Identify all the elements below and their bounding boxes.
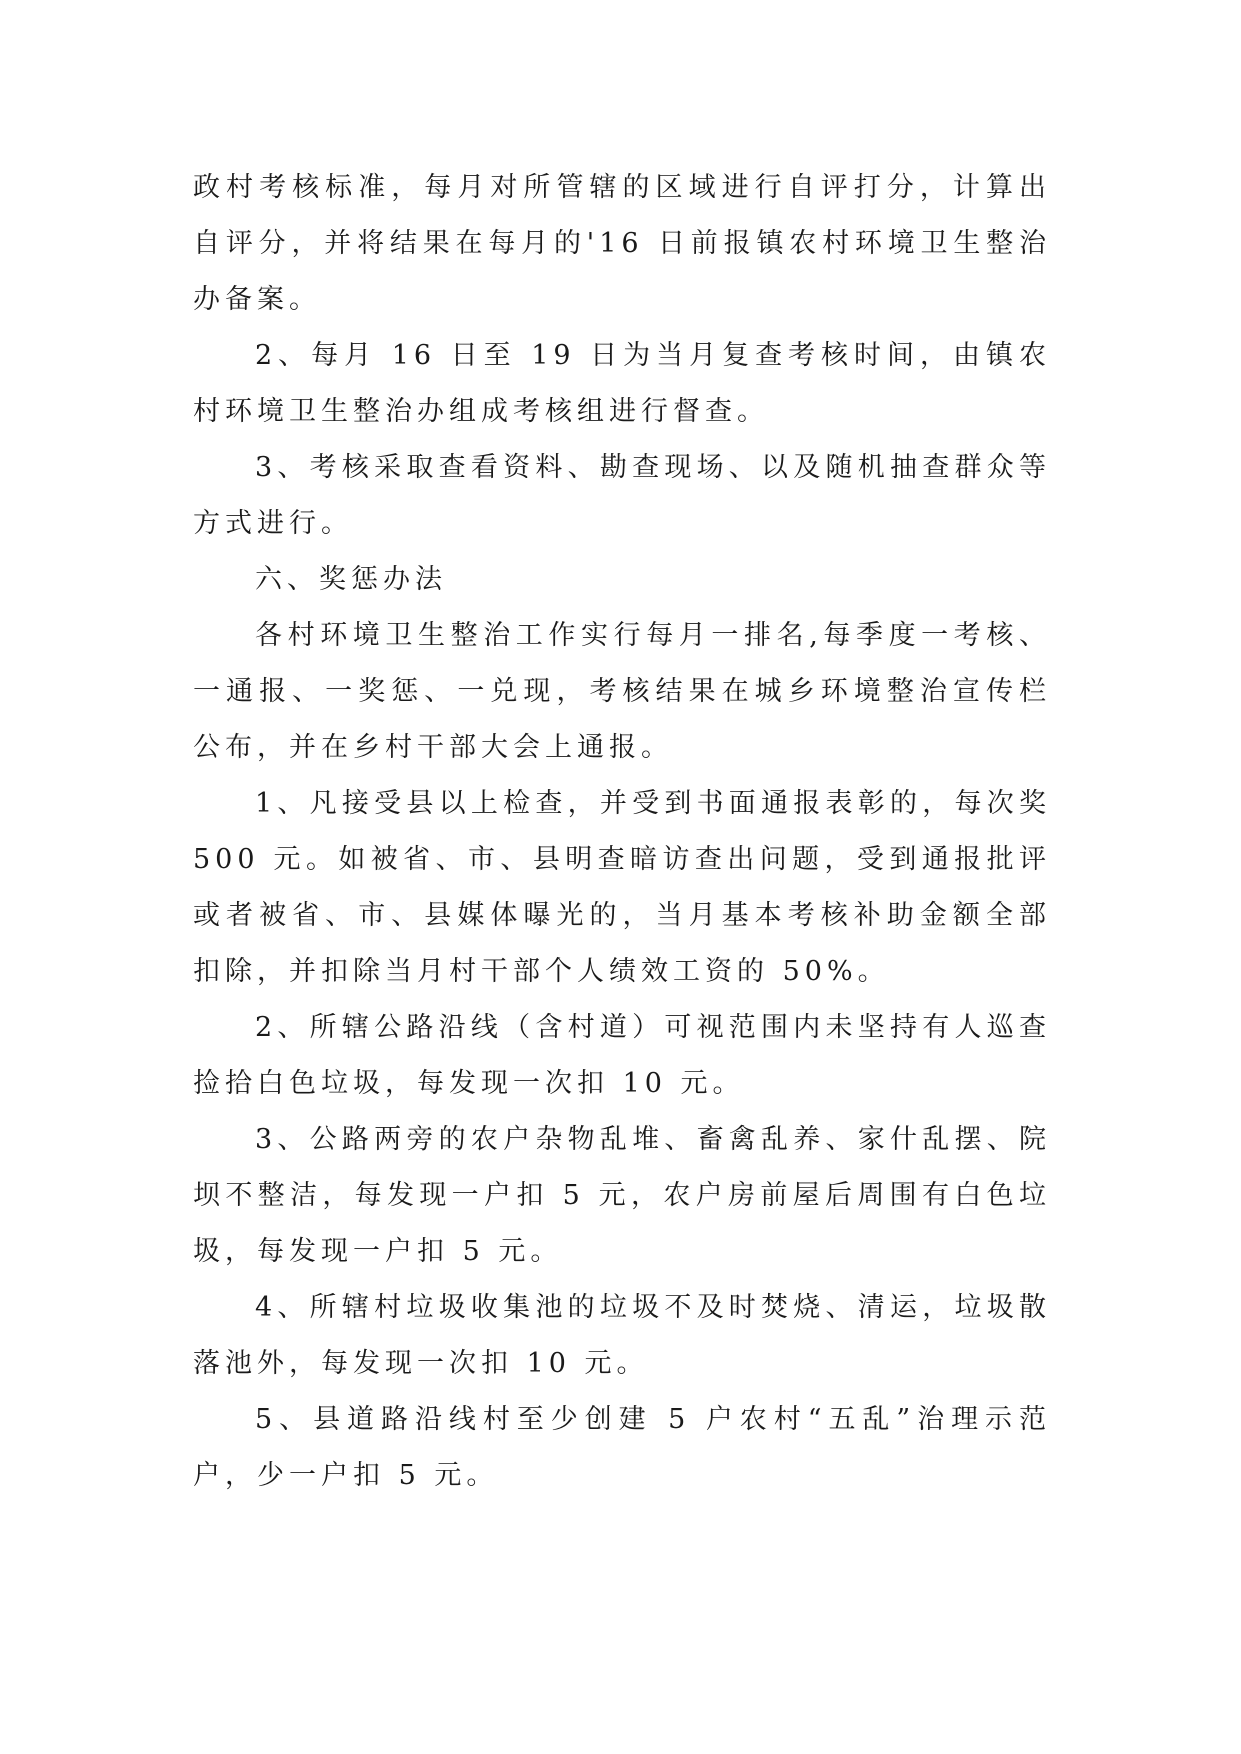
paragraph-item-2: 2、每月 16 日至 19 日为当月复查考核时间，由镇农村环境卫生整治办组成考核组进行督查。 (193, 340, 1051, 427)
document-body (193, 160, 1051, 1504)
paragraph-rule-4: 4、所辖村垃圾收集池的垃圾不及时焚烧、清运，垃圾散落池外，每发现一次扣 10 元。 (193, 1292, 1051, 1379)
paragraph-rule-5: 5、县道路沿线村至少创建 5 户农村“五乱”治理示范户，少一户扣 5 元。 (193, 1404, 1051, 1491)
paragraph-continuation: 政村考核标准，每月对所管辖的区域进行自评打分，计算出自评分，并将结果在每月的'16 日前报镇农村环境卫生整治办备案。 (193, 172, 1051, 315)
paragraph-rule-3: 3、公路两旁的农户杂物乱堆、畜禽乱养、家什乱摆、院坝不整洁，每发现一户扣 5 元，农户房前屋后周围有白色垃圾，每发现一户扣 5 元。 (193, 1124, 1051, 1267)
paragraph-rule-1: 1、凡接受县以上检查，并受到书面通报表彰的，每次奖 500 元。如被省、市、县明查暗访查出问题，受到通报批评或者被省、市、县媒体曝光的，当月基本考核补助金额全部扣除，并扣除当月村干部个人绩效工资的 50%。 (193, 788, 1051, 987)
paragraph-ranking-intro: 各村环境卫生整治工作实行每月一排名,每季度一考核、一通报、一奖惩、一兑现，考核结果在城乡环境整治宣传栏公布，并在乡村干部大会上通报。 (193, 620, 1051, 763)
paragraph-item-3: 3、考核采取查看资料、勘查现场、以及随机抽查群众等方式进行。 (193, 452, 1051, 539)
paragraph-rule-2: 2、所辖公路沿线（含村道）可视范围内未坚持有人巡查捡拾白色垃圾，每发现一次扣 10 元。 (193, 1012, 1051, 1099)
section-heading-rewards-penalties: 六、奖惩办法 (255, 564, 447, 595)
